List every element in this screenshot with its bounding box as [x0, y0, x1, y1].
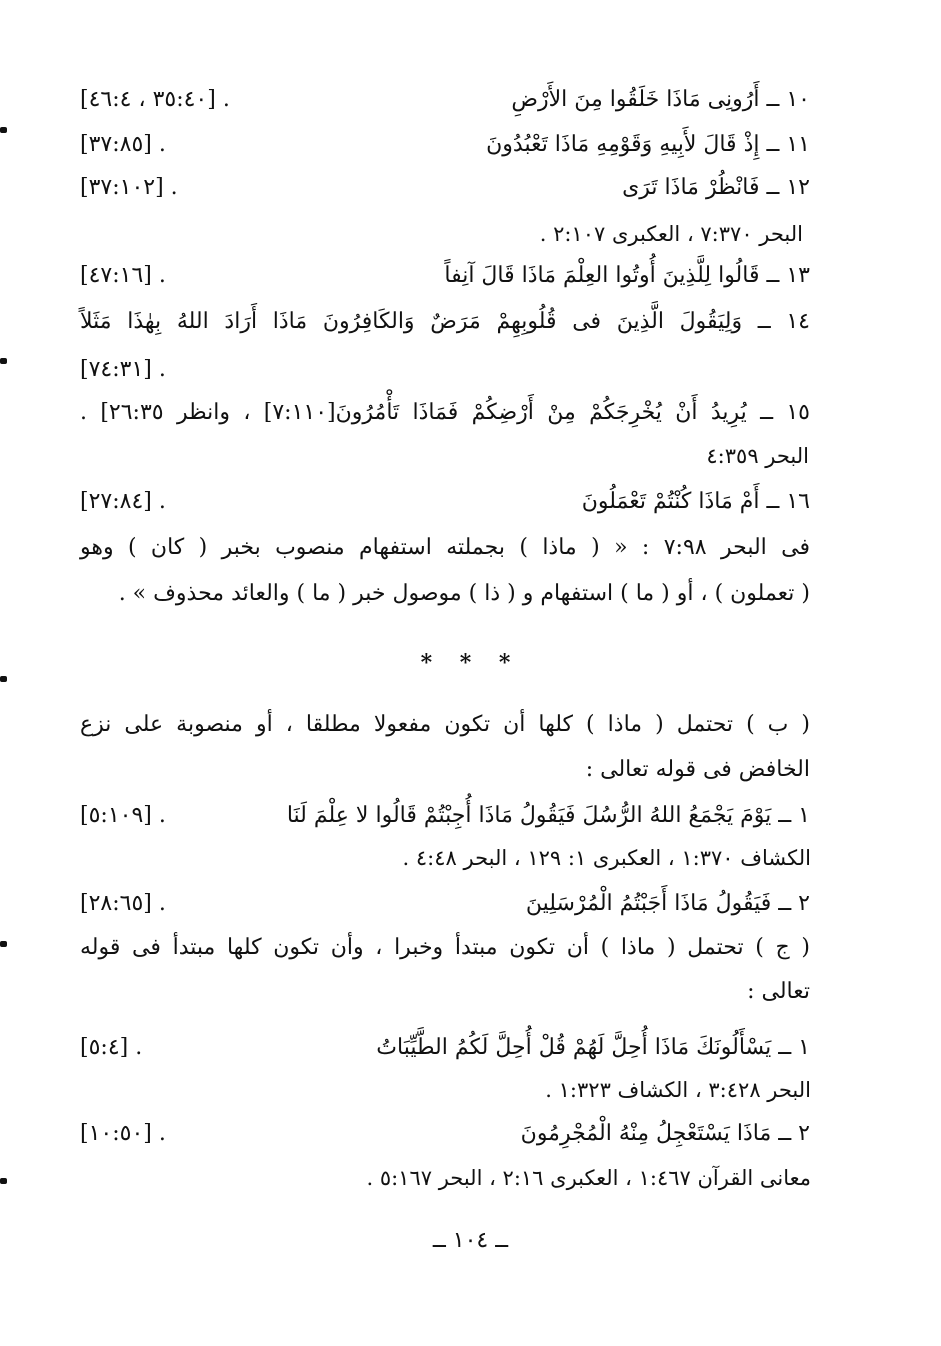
citation-note: البحر ٤:٣٥٩	[706, 444, 809, 468]
verse-text: ١٢ ــ فَانْظُرْ مَاذَا تَرَى	[622, 175, 810, 200]
paragraph-text: ( ج ) تحتمل ( ماذا ) أن تكون مبتدأ وخبرا ، وأن تكون كلها مبتدأ فى قوله	[80, 935, 810, 960]
section-separator: * * *	[420, 650, 521, 676]
verse-text: ١٥ ــ يُرِيدُ أَنْ يُخْرِجَكُمْ مِنْ أَرْضِكُمْ فَمَاذَا تَأْمُرُونَ[٧:١١٠] ، وانظر ٢٦:٣٥] .	[80, 400, 810, 425]
verse-line	[80, 80, 810, 120]
verse-line	[80, 1028, 810, 1068]
scan-mark	[0, 941, 7, 947]
verse-reference: [٧٤:٣١] .	[80, 357, 166, 382]
verse-line	[80, 350, 810, 390]
scan-mark	[0, 358, 7, 364]
scan-mark	[0, 676, 7, 682]
verse-reference: [٣٥:٤٠ ، ٤٦:٤] .	[80, 87, 230, 112]
citation-note: الكشاف ١:٣٧٠ ، العكبرى ١: ١٢٩ ، البحر ٤:٤٨ .	[402, 846, 811, 870]
verse-reference: [٣٧:١٠٢] .	[80, 175, 178, 200]
verse-line	[80, 256, 810, 296]
verse-reference: [٥:٤] .	[80, 1035, 143, 1060]
verse-text: ١٠ ــ أَرُونِى مَاذَا خَلَقُوا مِنَ الأَرْضِ	[511, 87, 810, 112]
citation-note: البحر ٣:٤٢٨ ، الكشاف ١:٣٢٣ .	[545, 1078, 811, 1102]
verse-text: ١ ــ يَسْأَلُونَكَ مَاذَا أُحِلَّ لَهُمْ قُلْ أُحِلَّ لَكُمُ الطَّيِّبَاتُ	[376, 1035, 810, 1060]
verse-text: ٢ ــ فَيَقُولُ مَاذَا أَجَبْتُمُ الْمُرْسَلِينَ	[525, 891, 810, 916]
verse-text: ٢ ــ مَاذَا يَسْتَعْجِلُ مِنْهُ الْمُجْرِمُونَ	[520, 1121, 810, 1146]
paragraph-text: الخافض فى قوله تعالى :	[585, 757, 810, 782]
verse-reference: [٥:١٠٩] .	[80, 803, 166, 828]
verse-line	[80, 482, 810, 522]
verse-line	[80, 796, 810, 836]
paragraph-text: فى البحر ٧:٩٨ : « ( ماذا ) بجملته استفهام منصوب بخبر ( كان ) وهو	[80, 535, 811, 560]
verse-text: ١٤ ــ وَلِيَقُولَ الَّذِينَ فى قُلُوبِهِمْ مَرَضٌ وَالكَافِرُونَ مَاذَا أَرَادَ اللهُ بِهٰذَا مَثَلاً	[80, 309, 810, 334]
verse-reference: [٢٧:٨٤] .	[80, 489, 166, 514]
paragraph-line	[80, 972, 810, 1012]
page-number: ــ ١٠٤ ــ	[432, 1228, 509, 1253]
paragraph-line	[80, 750, 810, 790]
verse-line	[80, 1114, 810, 1154]
verse-reference: [٤٧:١٦] .	[80, 263, 166, 288]
paragraph-text: ( تعملون ) ، أو ( ما ) استفهام و ( ذا ) موصول خبر ( ما ) والعائد محذوف » .	[118, 581, 810, 606]
citation-note: معانى القرآن ١:٤٦٧ ، العكبرى ٢:١٦ ، البحر ٥:١٦٧ .	[366, 1166, 811, 1190]
paragraph-line	[80, 574, 810, 614]
verse-text: ١١ ــ إِذْ قَالَ لأَبِيهِ وَقَوْمِهِ مَاذَا تَعْبُدُونَ	[486, 132, 810, 157]
paragraph-line	[80, 928, 810, 968]
verse-line	[80, 393, 810, 433]
verse-line	[80, 125, 810, 165]
paragraph-text: تعالى :	[747, 979, 810, 1004]
verse-line	[80, 302, 810, 342]
verse-line	[80, 168, 810, 208]
citation-note: البحر ٧:٣٧٠ ، العكبرى ٢:١٠٧ .	[539, 222, 803, 246]
verse-reference: [٣٧:٨٥] .	[80, 132, 166, 157]
scan-mark	[0, 127, 7, 133]
verse-reference: [٢٨:٦٥] .	[80, 891, 166, 916]
verse-text: ١٦ ــ أَمْ مَاذَا كُنْتُمْ تَعْمَلُونَ	[581, 489, 810, 514]
paragraph-line	[80, 705, 810, 745]
scan-mark	[0, 1178, 7, 1184]
verse-text: ١ ــ يَوْمَ يَجْمَعُ اللهُ الرُّسُلَ فَيَقُولُ مَاذَا أُجِبْتُمْ قَالُوا لا عِلْمَ لَنَا	[286, 803, 810, 828]
paragraph-text: ( ب ) تحتمل ( ماذا ) كلها أن تكون مفعولا مطلقا ، أو منصوبة على نزع	[80, 712, 810, 737]
verse-line	[80, 884, 810, 924]
verse-reference: [١٠:٥٠] .	[80, 1121, 166, 1146]
paragraph-line	[80, 528, 810, 568]
verse-text: ١٣ ــ قَالُوا لِلَّذِينَ أُوتُوا العِلْمَ مَاذَا قَالَ آنِفاً	[444, 263, 810, 288]
